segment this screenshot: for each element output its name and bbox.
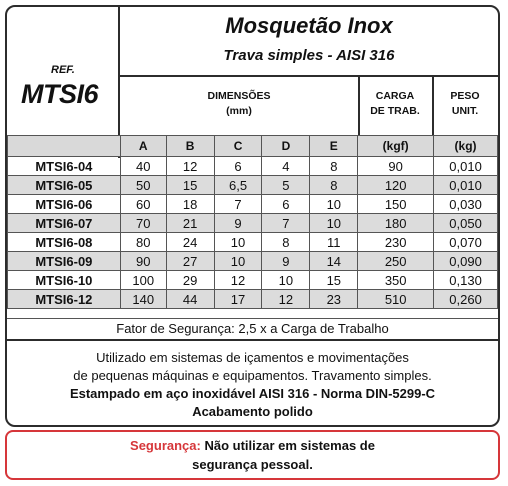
table-row xyxy=(8,195,498,214)
table-row xyxy=(8,157,498,176)
table-cell: 9 xyxy=(214,214,262,233)
table-cell: 230 xyxy=(358,233,434,252)
table-cell: 17 xyxy=(214,290,262,309)
table-cell: 23 xyxy=(310,290,358,309)
table-cell: 21 xyxy=(166,214,214,233)
model-code-cell: MTSI6-12 xyxy=(8,290,121,309)
dimensions-header xyxy=(120,77,360,135)
description-line-1: Utilizado em sistemas de içamentos e movimentações xyxy=(96,350,409,365)
table-cell: 6 xyxy=(262,195,310,214)
table-cell: 350 xyxy=(358,271,434,290)
model-code-cell: MTSI6-10 xyxy=(8,271,121,290)
weight-header xyxy=(432,77,498,135)
product-title: Mosquetão Inox xyxy=(225,13,393,38)
subheader-row xyxy=(8,136,498,157)
table-cell: 70 xyxy=(120,214,166,233)
table-cell: 10 xyxy=(214,233,262,252)
table-cell: 44 xyxy=(166,290,214,309)
weight-label-2: UNIT. xyxy=(451,105,479,117)
subheader-cell: C xyxy=(214,136,262,157)
table-row xyxy=(8,290,498,309)
table-cell: 10 xyxy=(262,271,310,290)
subheader-cell: E xyxy=(310,136,358,157)
table-cell: 12 xyxy=(166,157,214,176)
table-row xyxy=(8,233,498,252)
table-cell: 8 xyxy=(310,176,358,195)
safety-warning xyxy=(5,430,500,480)
table-cell: 80 xyxy=(120,233,166,252)
product-card xyxy=(5,5,500,427)
subheader-blank xyxy=(8,136,121,157)
table-cell: 15 xyxy=(310,271,358,290)
table-row xyxy=(8,214,498,233)
table-cell: 7 xyxy=(214,195,262,214)
load-label-2: DE TRAB. xyxy=(370,105,420,117)
description-line-3: Estampado em aço inoxidável AISI 316 - Norma DIN-5299-C xyxy=(69,386,436,401)
table-cell: 0,030 xyxy=(434,195,498,214)
table-cell: 11 xyxy=(310,233,358,252)
load-header xyxy=(358,77,434,135)
table-cell: 12 xyxy=(262,290,310,309)
table-cell: 180 xyxy=(358,214,434,233)
table-cell: 10 xyxy=(310,195,358,214)
description-line-4: Acabamento polido xyxy=(192,404,313,419)
table-cell: 90 xyxy=(120,252,166,271)
subheader-cell: D xyxy=(262,136,310,157)
description-line-2: de pequenas máquinas e equipamentos. Travamento simples. xyxy=(73,368,432,383)
subheader-cell: (kgf) xyxy=(358,136,434,157)
description xyxy=(7,349,498,421)
subheader-cell: B xyxy=(166,136,214,157)
table-cell: 12 xyxy=(214,271,262,290)
model-code-cell: MTSI6-09 xyxy=(8,252,121,271)
model-code-cell: MTSI6-08 xyxy=(8,233,121,252)
table-cell: 0,260 xyxy=(434,290,498,309)
table-cell: 0,010 xyxy=(434,176,498,195)
table-cell: 0,070 xyxy=(434,233,498,252)
table-row xyxy=(8,271,498,290)
table-cell: 50 xyxy=(120,176,166,195)
table-cell: 0,050 xyxy=(434,214,498,233)
warning-text-1: Não utilizar em sistemas de xyxy=(200,438,375,453)
product-subtitle: Trava simples - AISI 316 xyxy=(223,47,395,64)
dimensions-unit: (mm) xyxy=(226,105,252,117)
table-cell: 510 xyxy=(358,290,434,309)
table-row xyxy=(8,252,498,271)
table-cell: 15 xyxy=(166,176,214,195)
table-cell: 40 xyxy=(120,157,166,176)
table-cell: 10 xyxy=(214,252,262,271)
model-code-cell: MTSI6-05 xyxy=(8,176,121,195)
table-cell: 27 xyxy=(166,252,214,271)
title-box xyxy=(120,7,498,77)
model-code-cell: MTSI6-07 xyxy=(8,214,121,233)
table-cell: 0,130 xyxy=(434,271,498,290)
weight-label-1: PESO xyxy=(450,90,480,102)
reference-code: MTSI6 xyxy=(21,79,99,109)
table-cell: 10 xyxy=(310,214,358,233)
reference-label: REF. xyxy=(51,64,75,76)
subheader-cell: (kg) xyxy=(434,136,498,157)
table-cell: 18 xyxy=(166,195,214,214)
table-cell: 8 xyxy=(310,157,358,176)
table-cell: 150 xyxy=(358,195,434,214)
dimensions-label: DIMENSÕES xyxy=(207,90,271,102)
table-row xyxy=(8,176,498,195)
table-cell: 6,5 xyxy=(214,176,262,195)
table-cell: 7 xyxy=(262,214,310,233)
model-code-cell: MTSI6-04 xyxy=(8,157,121,176)
table-cell: 9 xyxy=(262,252,310,271)
warning-text-2: segurança pessoal. xyxy=(192,457,313,472)
table-cell: 90 xyxy=(358,157,434,176)
warning-line-1 xyxy=(7,436,498,455)
table-cell: 120 xyxy=(358,176,434,195)
safety-factor: Fator de Segurança: 2,5 x a Carga de Trabalho xyxy=(7,318,498,341)
table-cell: 0,010 xyxy=(434,157,498,176)
table-cell: 140 xyxy=(120,290,166,309)
table-cell: 6 xyxy=(214,157,262,176)
table-cell: 60 xyxy=(120,195,166,214)
table-cell: 24 xyxy=(166,233,214,252)
specs-table xyxy=(7,135,498,309)
subheader-cell: A xyxy=(120,136,166,157)
table-cell: 250 xyxy=(358,252,434,271)
table-cell: 100 xyxy=(120,271,166,290)
table-cell: 14 xyxy=(310,252,358,271)
warning-label: Segurança: xyxy=(130,438,201,453)
model-code-cell: MTSI6-06 xyxy=(8,195,121,214)
load-label-1: CARGA xyxy=(375,90,415,102)
table-cell: 5 xyxy=(262,176,310,195)
table-cell: 4 xyxy=(262,157,310,176)
table-cell: 29 xyxy=(166,271,214,290)
table-cell: 8 xyxy=(262,233,310,252)
table-cell: 0,090 xyxy=(434,252,498,271)
